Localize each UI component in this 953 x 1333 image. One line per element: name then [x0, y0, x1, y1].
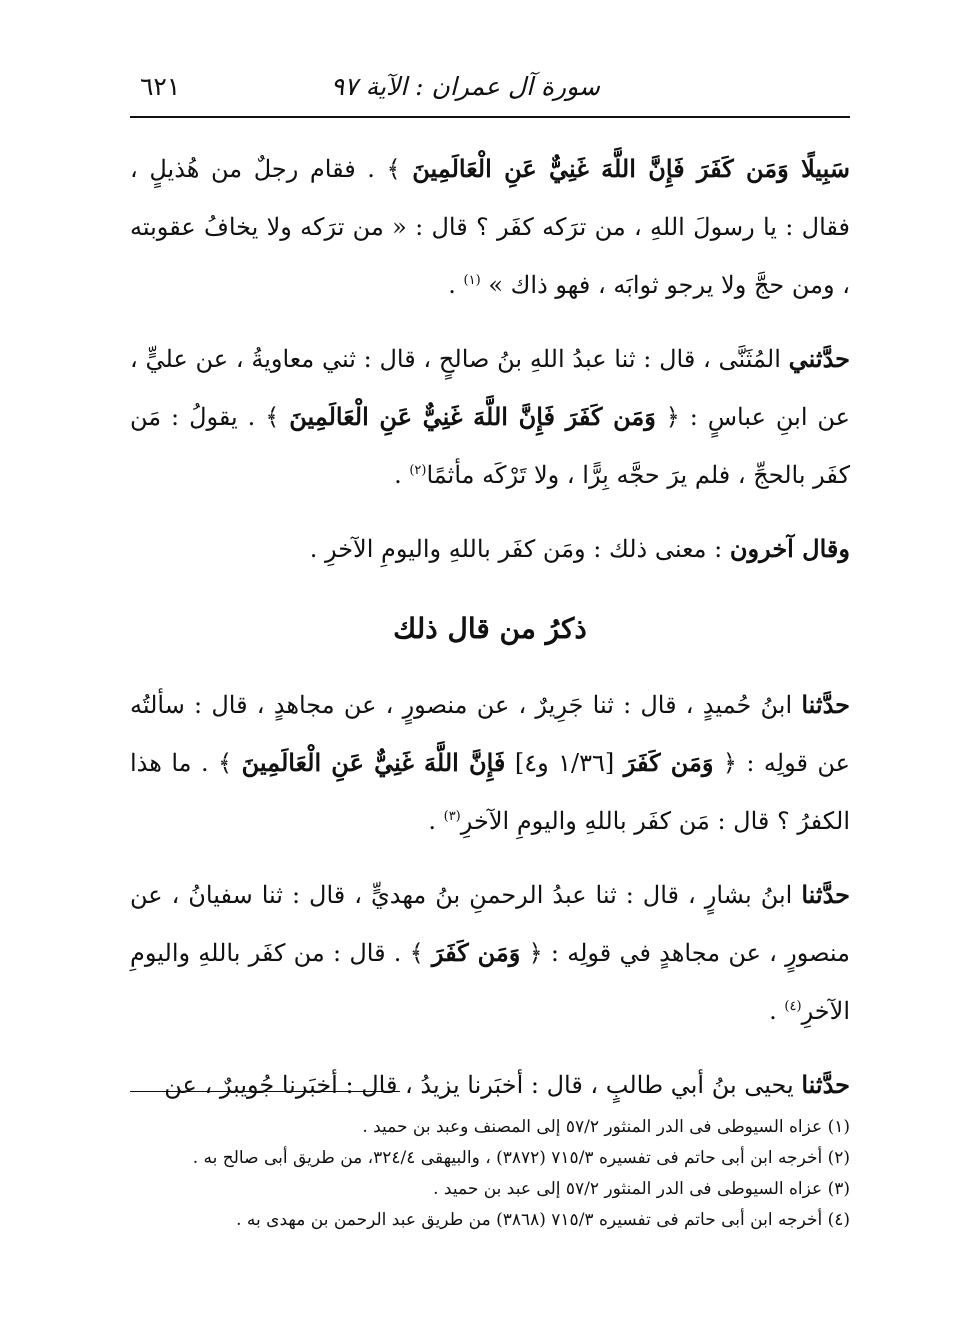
footnote-2: (٢) أخرجه ابن أبى حاتم فى تفسيره ٧١٥/٣ (٣٨٧٢) ، والبيهقى ٣٢٤/٤، من طريق أبى صالح به .	[192, 1148, 850, 1168]
footnote-4: (٤) أخرجه ابن أبى حاتم فى تفسيره ٧١٥/٣ (٣٨٦٨) من طريق عبد الرحمن بن مهدى به .	[236, 1210, 850, 1230]
footnote-ref-2[interactable]: (٢)	[409, 463, 427, 478]
quran-verse: فَإِنَّ اللَّهَ غَنِيٌّ عَنِ الْعَالَمِينَ	[241, 748, 506, 777]
paragraph-text: ﴾ . يقولُ : مَن كفَر بالحجِّ ، فلم يرَ حجَّه بِرًّا ، ولا تَرْكَه مأثمًا	[130, 403, 850, 489]
footnote-ref-3[interactable]: (٣)	[443, 809, 461, 824]
paragraph-text: ابنُ بشارٍ ، قال : ثنا عبدُ الرحمنِ بنُ مهديٍّ ، قال : ثنا سفيانُ ، عن منصورٍ ، عن مجاهدٍ في قولِه : ﴿	[130, 881, 850, 967]
footnote-divider	[130, 1091, 400, 1092]
paragraph-text: المُثَنَّى ، قال : ثنا عبدُ اللهِ بنُ صالحٍ ، قال : ثني معاويةُ ، عن عليٍّ ، عن ابنِ عباسٍ : ﴿	[130, 345, 850, 431]
page-number: ٦٢١	[140, 72, 181, 101]
paragraph-text: ﴾ . فقام رجلٌ من هُذيلٍ ، فقال : يا رسولَ اللهِ ، من ترَكه كفَر ؟ قال : « من ترَكه ولا يخافُ عقوبته ، ومن حجَّ ولا يرجو ثوابَه ، فهو ذاك »	[130, 155, 850, 299]
paragraph-end: .	[394, 461, 410, 489]
narration-lead: حدَّثنا	[801, 880, 850, 909]
paragraph-text: ﴾ . قال : من كفَر باللهِ واليومِ الآخرِ	[130, 939, 850, 1025]
footnote-ref-1[interactable]: (١)	[463, 273, 481, 288]
quran-verse: وَمَن كَفَرَ	[431, 938, 521, 967]
paragraph-text: يحيى بنُ أبي طالبٍ ، قال : أخبَرنا يزيدُ ، قال : أخبَرنا جُويبرٌ ، عن	[164, 1071, 802, 1099]
main-text	[130, 140, 850, 1114]
footnotes	[130, 1112, 850, 1236]
paragraph-text: ابنُ حُميدٍ ، قال : ثنا جَرِيرٌ ، عن منصورٍ ، عن مجاهدٍ ، قال : سألتُه عن قولِه : ﴿	[130, 691, 850, 777]
paragraph-text: ﴾ . ما هذا الكفرُ ؟ قال : مَن كفَر باللهِ واليومِ الآخرِ	[130, 749, 850, 835]
paragraph-3	[130, 520, 850, 578]
narration-lead: حدَّثني	[788, 344, 850, 373]
paragraph-6	[130, 1056, 850, 1114]
narration-lead: حدَّثنا	[801, 690, 851, 719]
paragraph-1	[130, 140, 850, 314]
book-page	[130, 60, 850, 1290]
paragraph-2	[130, 330, 850, 504]
paragraph-end: .	[448, 271, 456, 299]
footnote-1: (١) عزاه السيوطى فى الدر المنثور ٥٧/٢ إلى المصنف وعبد بن حميد .	[362, 1117, 850, 1137]
quran-verse: سَبِيلًا وَمَن كَفَرَ فَإِنَّ اللَّهَ غَنِيٌّ عَنِ الْعَالَمِينَ	[412, 154, 850, 183]
footnote-ref-4[interactable]: (٤)	[784, 999, 802, 1014]
quran-verse: وَمَن كَفَرَ	[623, 748, 714, 777]
quran-verse: وَمَن كَفَرَ فَإِنَّ اللَّهَ غَنِيٌّ عَنِ الْعَالَمِينَ	[289, 402, 656, 431]
paragraph-4	[130, 676, 850, 850]
section-heading: ذكرُ من قال ذلك	[393, 612, 587, 645]
running-header	[130, 60, 850, 118]
narration-lead: وقال آخرون	[729, 534, 850, 563]
footnote-3: (٣) عزاه السيوطى فى الدر المنثور ٥٧/٢ إلى عبد بن حميد .	[433, 1179, 850, 1199]
narration-lead: حدَّثنا	[801, 1070, 850, 1099]
paragraph-text: : معنى ذلك : ومَن كفَر باللهِ واليومِ الآخرِ .	[309, 535, 730, 563]
paragraph-end: .	[769, 997, 785, 1025]
paragraph-end: .	[428, 807, 444, 835]
paragraph-5	[130, 866, 850, 1040]
volume-page-marker: [١/٣٦ و٤]	[505, 749, 624, 777]
header-title: سورة آل عمران : الآية ٩٧	[330, 72, 600, 101]
